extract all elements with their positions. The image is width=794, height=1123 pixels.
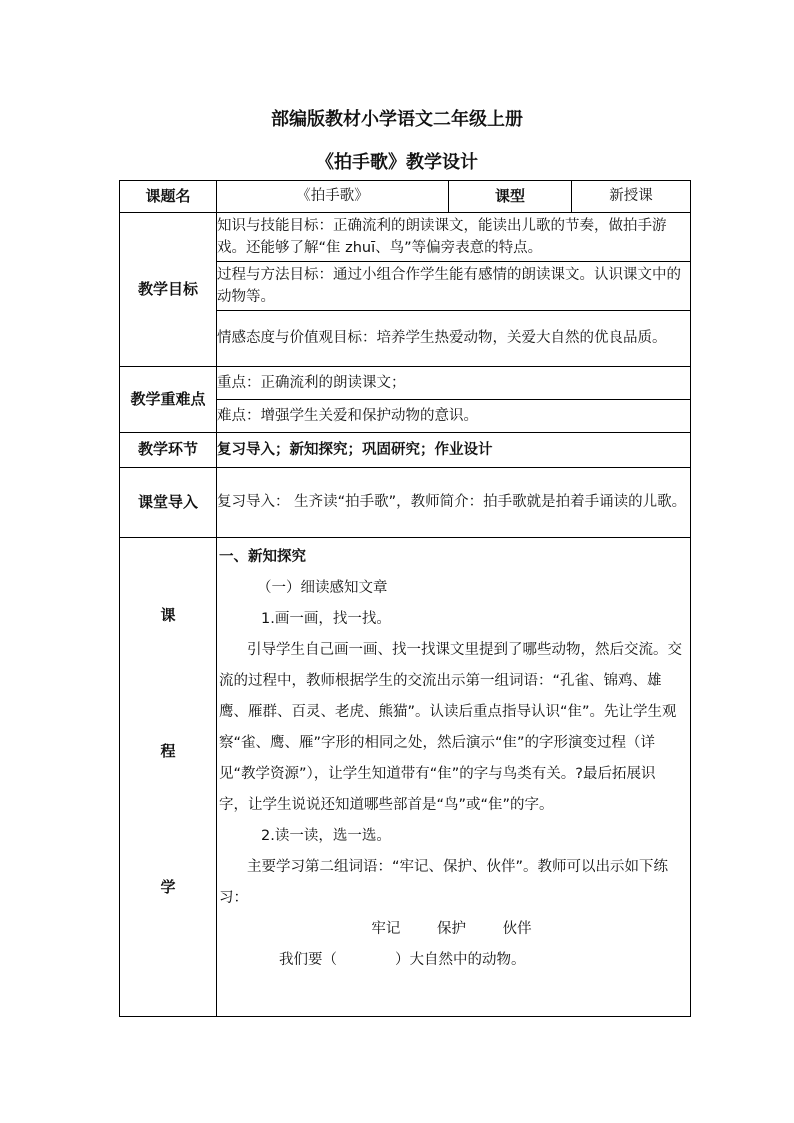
fill-in-blank-exercise: 我们要（ ）大自然中的动物。 bbox=[279, 952, 526, 968]
process-label-char: 学 bbox=[160, 878, 176, 897]
word-item: 伙伴 bbox=[502, 921, 532, 937]
difficult-point: 难点：增强学生关爱和保护动物的意识。 bbox=[217, 400, 691, 433]
process-paragraph-1: 引导学生自己画一画、找一找课文里提到了哪些动物，然后交流。交流的过程中，教师根据学生的交流出示第一组词语：“孔雀、锦鸡、雄鹰、雁群、百灵、老虎、熊猫”。认读后重点指导认识“隹”。先让学生观察“雀、鹰、雁”字形的相同之处，然后演示“隹”的字形演变过程（详见“教学资源”），让学生知道带有“隹”的字与鸟类有关。?最后拓展识字，让学生说说还知道哪些部首是“鸟”或“隹”的字。 bbox=[219, 642, 682, 813]
topic-value: 《拍手歌》 bbox=[217, 181, 449, 213]
document-subtitle: 《拍手歌》教学设计 bbox=[316, 152, 478, 173]
intro-label: 课堂导入 bbox=[120, 468, 217, 538]
document-title: 部编版教材小学语文二年级上册 bbox=[271, 109, 523, 130]
intro-value: 复习导入： 生齐读“拍手歌”，教师简介：拍手歌就是拍着手诵读的儿歌。 bbox=[217, 468, 691, 538]
lesson-plan-table bbox=[119, 180, 691, 1017]
goal-knowledge: 知识与技能目标：正确流利的朗读课文，能读出儿歌的节奏，做拍手游戏。还能够了解“隹 zhuī、鸟”等偏旁表意的特点。 bbox=[217, 213, 691, 262]
key-point: 重点：正确流利的朗读课文； bbox=[217, 367, 691, 400]
goal-emotion: 情感态度与价值观目标：培养学生热爱动物，关爱大自然的优良品质。 bbox=[217, 311, 691, 367]
process-subheading: （一）细读感知文章 bbox=[257, 580, 388, 596]
process-label-char: 课 bbox=[160, 606, 176, 625]
steps-value: 复习导入；新知探究；巩固研究；作业设计 bbox=[217, 433, 691, 468]
word-item: 保护 bbox=[437, 921, 466, 937]
process-step-2: 2.读一读，选一选。 bbox=[261, 828, 391, 844]
type-label: 课型 bbox=[449, 181, 572, 213]
process-label-char: 程 bbox=[160, 742, 176, 761]
process-content bbox=[217, 538, 691, 1017]
process-heading: 一、新知探究 bbox=[219, 549, 306, 565]
word-list bbox=[219, 914, 684, 945]
type-value: 新授课 bbox=[572, 181, 691, 213]
topic-label: 课题名 bbox=[120, 181, 217, 213]
goals-label: 教学目标 bbox=[120, 213, 217, 367]
goal-process: 过程与方法目标：通过小组合作学生能有感情的朗读课文。认识课文中的动物等。 bbox=[217, 262, 691, 311]
steps-label: 教学环节 bbox=[120, 433, 217, 468]
process-label-cell bbox=[120, 538, 217, 1017]
process-paragraph-2: 主要学习第二组词语：“牢记、保护、伙伴”。教师可以出示如下练习： bbox=[219, 859, 669, 906]
process-step-1: 1.画一画，找一找。 bbox=[261, 611, 391, 627]
header-row bbox=[120, 181, 691, 213]
word-item: 牢记 bbox=[371, 921, 401, 937]
key-points-label: 教学重难点 bbox=[120, 367, 217, 433]
